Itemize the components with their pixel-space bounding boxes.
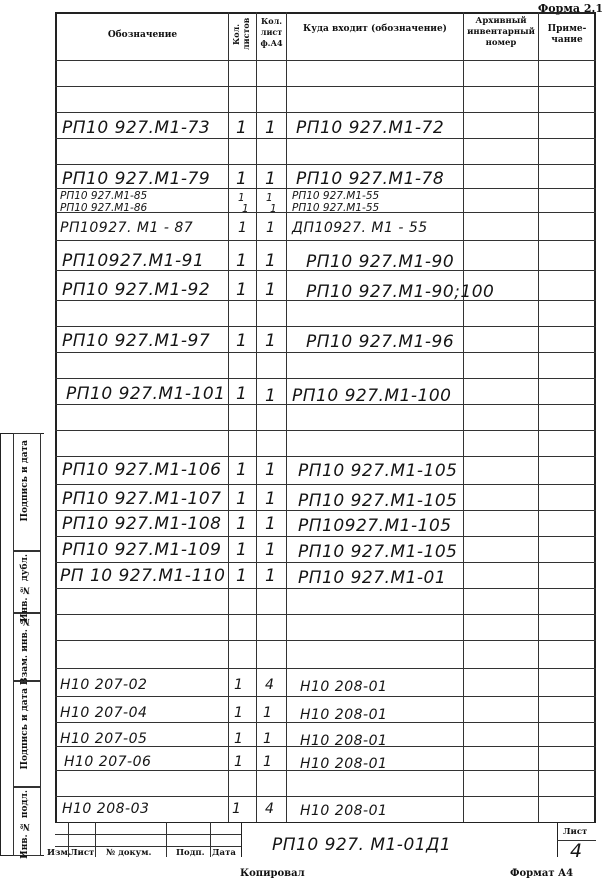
row-3-sheets: 1	[238, 192, 245, 204]
header-sheets-a4: Кол. лист ф.А4	[260, 16, 283, 48]
row-line	[55, 60, 596, 61]
row-10-sheets: 1	[236, 489, 248, 509]
row-2-used-in: РП10 927.М1-78	[296, 169, 445, 189]
row-16-designation: Н10 207-05	[60, 731, 148, 747]
col-line-2	[256, 12, 257, 822]
row-4-sheets: 1	[238, 220, 248, 236]
row-5-used-in: РП10 927.М1-90	[306, 252, 455, 272]
row-line	[55, 326, 596, 327]
row-4-a4: 1	[266, 220, 276, 236]
row-12-used-in: РП10 927.М1-105	[298, 542, 458, 562]
row-17-designation: Н10 207-06	[64, 754, 152, 770]
row-18-used-in: Н10 208-01	[300, 803, 388, 819]
row-5-a4: 1	[265, 251, 277, 271]
side-label-sign-date-bottom: Подпись и дата	[20, 688, 30, 770]
col-line-4	[463, 12, 464, 822]
row-8-used-in: РП10 927.М1-100	[292, 386, 452, 406]
row-14-a4: 4	[265, 677, 275, 693]
row-12-designation: РП10 927.М1-109	[62, 540, 222, 560]
row-9-sheets: 1	[236, 460, 248, 480]
row-2-designation: РП10 927.М1-79	[62, 169, 211, 189]
row-line	[55, 378, 596, 379]
row-7-sheets: 1	[236, 331, 248, 351]
row-line	[55, 456, 596, 457]
row-line	[55, 796, 596, 797]
row-line	[55, 164, 596, 165]
row-line	[55, 588, 596, 589]
row-line	[55, 240, 596, 241]
row-8-a4: 1	[265, 386, 277, 406]
header-designation: Обозначение	[107, 30, 178, 40]
row-11-a4: 1	[265, 514, 277, 534]
row-12-sheets: 1	[236, 540, 248, 560]
row-13-sheets: 1	[236, 566, 248, 586]
row-9-a4: 1	[265, 460, 277, 480]
row-18-designation: Н10 208-03	[62, 801, 150, 817]
row-7-a4: 1	[265, 331, 277, 351]
side-cell-inv-podl	[13, 787, 41, 859]
footer-format: Формат А4	[510, 868, 574, 879]
row-1-designation: РП10 927.М1-73	[62, 118, 211, 138]
row-14-designation: Н10 207-02	[60, 677, 148, 693]
row-11-used-in: РП10927.М1-105	[298, 516, 452, 536]
row-14-sheets: 1	[234, 677, 244, 693]
side-label-sign-date-top: Подпись и дата	[20, 440, 30, 522]
row-line	[55, 86, 596, 87]
row-line	[55, 484, 596, 485]
row-line	[55, 352, 596, 353]
row-13-a4: 1	[265, 566, 277, 586]
header-note: Приме- чание	[547, 24, 587, 45]
row-line	[55, 668, 596, 669]
side-label-inv-dubl: Инв. № дубл.	[20, 554, 30, 622]
tb-podp: Подп.	[176, 848, 205, 858]
footer-copied: Копировал	[240, 868, 305, 879]
row-11-designation: РП10 927.М1-108	[62, 514, 222, 534]
row-18-a4: 4	[265, 801, 275, 817]
row-2-sheets: 1	[236, 169, 248, 189]
form-label: Форма 2.1	[537, 2, 603, 15]
side-label-vzam-inv: Взам. инв. №	[20, 616, 30, 686]
tb-line-b	[55, 846, 241, 847]
tb-sheet-label: Лист	[563, 827, 588, 837]
row-3-a4-2: 1	[270, 203, 277, 215]
row-3-designation-2: РП10 927.М1-86	[60, 202, 148, 214]
row-6-designation: РП10 927.М1-92	[62, 280, 211, 300]
row-17-a4: 1	[263, 754, 273, 770]
tb-line-a	[55, 834, 241, 835]
row-9-used-in: РП10 927.М1-105	[298, 461, 458, 481]
side-cell-inv-dubl	[13, 551, 41, 622]
row-8-designation: РП10 927.М1-101	[66, 384, 226, 404]
col-line-1	[228, 12, 229, 822]
row-5-sheets: 1	[236, 251, 248, 271]
row-line	[55, 536, 596, 537]
row-6-used-in: РП10 927.М1-90;100	[306, 282, 495, 302]
row-3-sheets-2: 1	[242, 203, 249, 215]
row-15-designation: Н10 207-04	[60, 705, 148, 721]
header-archive: Архивный инвентарный номер	[467, 16, 535, 48]
row-7-designation: РП10 927.М1-97	[62, 331, 211, 351]
col-line-5	[538, 12, 539, 822]
row-13-used-in: РП10 927.М1-01	[298, 568, 447, 588]
row-10-designation: РП10 927.М1-107	[62, 489, 222, 509]
side-cell-vzam-inv	[13, 613, 41, 686]
row-line	[55, 112, 596, 113]
row-10-a4: 1	[265, 489, 277, 509]
tb-data: Дата	[212, 848, 236, 858]
row-8-sheets: 1	[236, 384, 248, 404]
row-18-sheets: 1	[232, 801, 242, 817]
row-15-sheets: 1	[234, 705, 244, 721]
side-label-inv-podl: Инв. № подл.	[20, 790, 30, 859]
row-3-used-in-2: РП10 927.М1-55	[292, 202, 380, 214]
row-6-a4: 1	[265, 280, 277, 300]
tb-v3	[166, 822, 167, 857]
row-line	[55, 696, 596, 697]
tb-doc-no: № докум.	[106, 848, 152, 858]
row-4-designation: РП10927. М1 - 87	[60, 220, 194, 236]
col-line-3	[286, 12, 287, 822]
row-12-a4: 1	[265, 540, 277, 560]
tb-v2	[95, 822, 96, 857]
row-9-designation: РП10 927.М1-106	[62, 460, 222, 480]
row-13-designation: РП 10 927.М1-110	[60, 566, 226, 586]
row-17-sheets: 1	[234, 754, 244, 770]
side-cell-sign-date-bottom	[13, 681, 41, 787]
row-15-a4: 1	[263, 705, 273, 721]
row-2-a4: 1	[265, 169, 277, 189]
row-4-used-in: ДП10927. М1 - 55	[292, 220, 428, 236]
row-1-used-in: РП10 927.М1-72	[296, 118, 445, 138]
row-3-designation: РП10 927.М1-85	[60, 190, 148, 202]
tb-izm: Изм.	[47, 848, 71, 858]
row-1-a4: 1	[265, 118, 277, 138]
row-3-used-in: РП10 927.М1-55	[292, 190, 380, 202]
row-15-used-in: Н10 208-01	[300, 707, 388, 723]
tb-doc-code: РП10 927. М1-01Д1	[272, 835, 452, 855]
header-used-in: Куда входит (обозначение)	[303, 24, 447, 34]
header-sheets-count: Кол. листов	[231, 17, 251, 51]
tb-v5	[241, 822, 242, 857]
row-16-used-in: Н10 208-01	[300, 733, 388, 749]
row-line	[55, 138, 596, 139]
tb-list: Лист	[70, 848, 95, 858]
side-cell-sign-date-top	[13, 433, 41, 551]
row-10-used-in: РП10 927.М1-105	[298, 491, 458, 511]
row-16-sheets: 1	[234, 731, 244, 747]
row-line	[55, 640, 596, 641]
row-line	[55, 614, 596, 615]
row-17-used-in: Н10 208-01	[300, 756, 388, 772]
row-5-designation: РП10927.М1-91	[62, 251, 205, 271]
tb-sheet-no: 4	[570, 840, 583, 862]
tb-v4	[210, 822, 211, 857]
row-line	[55, 430, 596, 431]
row-7-used-in: РП10 927.М1-96	[306, 332, 455, 352]
row-1-sheets: 1	[236, 118, 248, 138]
row-16-a4: 1	[263, 731, 273, 747]
row-line	[55, 562, 596, 563]
row-6-sheets: 1	[236, 280, 248, 300]
row-11-sheets: 1	[236, 514, 248, 534]
row-14-used-in: Н10 208-01	[300, 679, 388, 695]
row-3-a4: 1	[266, 192, 273, 204]
